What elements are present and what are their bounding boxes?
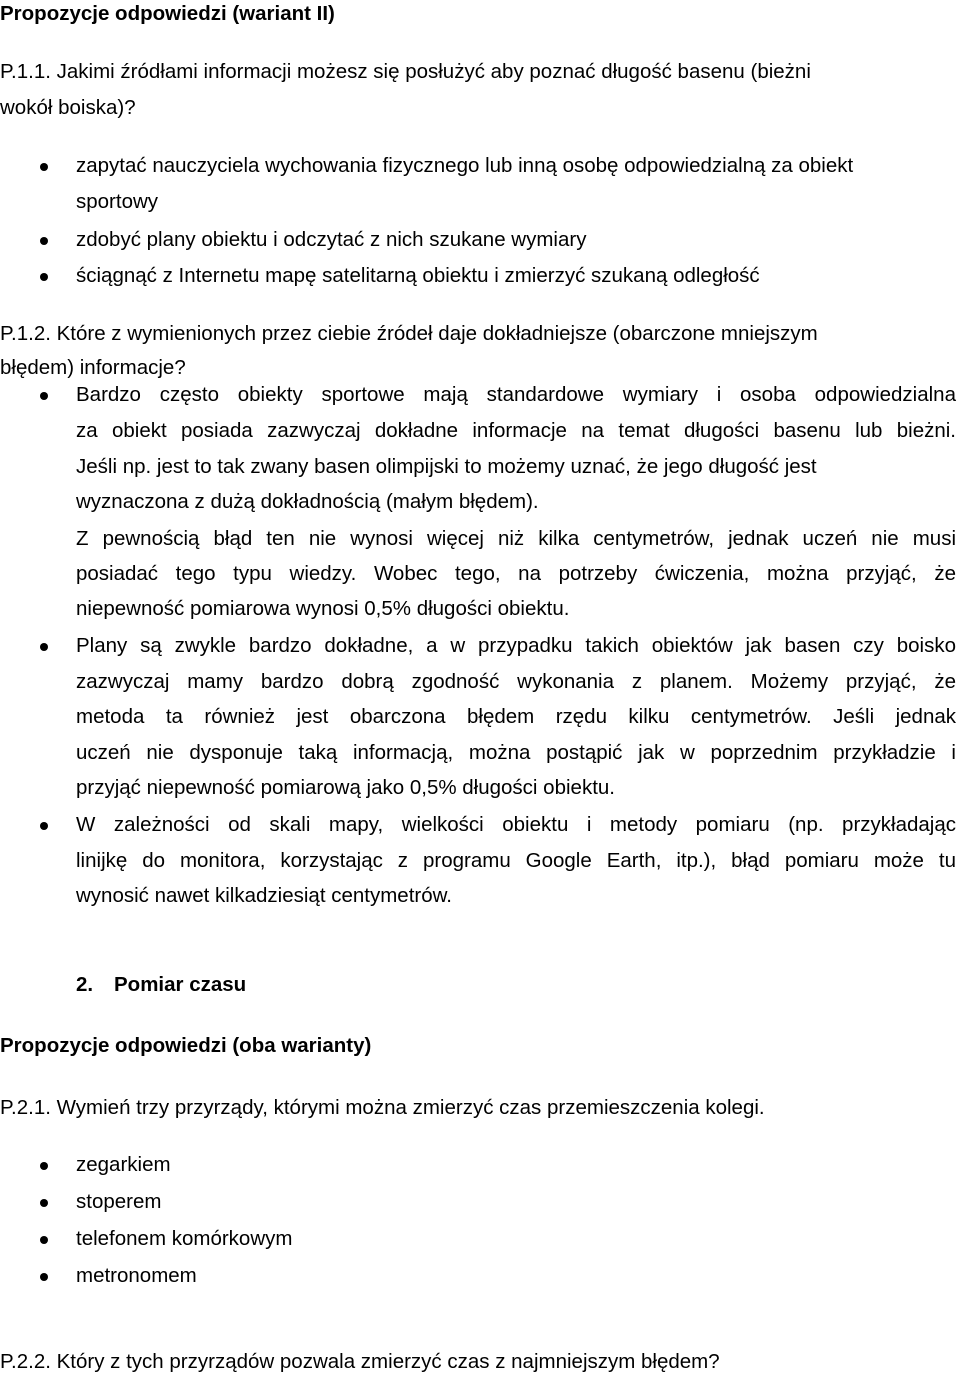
section-number: 2. [76, 973, 94, 996]
list-item-text: zapytać nauczyciela wychowania fizycznego lub inną osobę odpowiedzialną za obiekt [76, 154, 854, 177]
bullet-icon [40, 163, 48, 171]
list-item-text: niepewność pomiarowa wynosi 0,5% długości obiektu. [76, 597, 570, 620]
question-p21: P.2.1. Wymień trzy przyrządy, którymi można zmierzyć czas przemieszczenia kolegi. [0, 1096, 765, 1119]
list-item-text: linijkę do monitora, korzystając z programu Google Earth, itp.), błąd pomiaru może tu [76, 849, 956, 872]
list-item-text: metronomem [76, 1264, 197, 1287]
bullet-icon [40, 392, 48, 400]
heading-both-variants: Propozycje odpowiedzi (oba warianty) [0, 1034, 372, 1057]
question-p11-line2: wokół boiska)? [0, 96, 136, 119]
list-item-text: przyjąć niepewność pomiarową jako 0,5% długości obiektu. [76, 776, 615, 799]
question-p12-line2: błędem) informacje? [0, 356, 186, 379]
list-item-text: Jeśli np. jest to tak zwany basen olimpijski to możemy uznać, że jego długość jest [76, 455, 817, 478]
section-title: Pomiar czasu [114, 973, 247, 996]
question-p11-line1: P.1.1. Jakimi źródłami informacji możesz się posłużyć aby poznać długość basenu (bieżni [0, 60, 811, 83]
list-item-text: zegarkiem [76, 1153, 171, 1176]
bullet-icon [40, 273, 48, 281]
list-item-text: Bardzo często obiekty sportowe mają standardowe wymiary i osoba odpowiedzialna [76, 383, 956, 406]
bullet-icon [40, 643, 48, 651]
list-item-text: uczeń nie dysponuje taką informacją, można postąpić jak w poprzednim przykładzie i [76, 741, 956, 764]
list-item-text: Plany są zwykle bardzo dokładne, a w przypadku takich obiektów jak basen czy boisko [76, 634, 956, 657]
bullet-icon [40, 1273, 48, 1281]
list-item-text: za obiekt posiada zazwyczaj dokładne informacje na temat długości basenu lub bieżni. [76, 419, 956, 442]
list-item-text: posiadać tego typu wiedzy. Wobec tego, na potrzeby ćwiczenia, można przyjąć, że [76, 562, 956, 585]
list-item-text: zazwyczaj mamy bardzo dobrą zgodność wykonania z planem. Możemy przyjąć, że [76, 670, 956, 693]
list-item-text: zdobyć plany obiektu i odczytać z nich szukane wymiary [76, 228, 587, 251]
list-item-text: W zależności od skali mapy, wielkości obiektu i metody pomiaru (np. przykładając [76, 813, 956, 836]
list-item-text: wyznaczona z dużą dokładnością (małym błędem). [76, 490, 539, 513]
list-item-text: metoda ta również jest obarczona błędem rzędu kilku centymetrów. Jeśli jednak [76, 705, 956, 728]
list-item-text: stoperem [76, 1190, 162, 1213]
question-p12-line1: P.1.2. Które z wymienionych przez ciebie źródeł daje dokładniejsze (obarczone mniejszym [0, 322, 818, 345]
list-item-text: Z pewnością błąd ten nie wynosi więcej niż kilka centymetrów, jednak uczeń nie musi [76, 527, 956, 550]
bullet-icon [40, 1236, 48, 1244]
list-item-text: sportowy [76, 190, 159, 213]
bullet-icon [40, 822, 48, 830]
list-item-text: wynosić nawet kilkadziesiąt centymetrów. [76, 884, 452, 907]
bullet-icon [40, 1162, 48, 1170]
bullet-icon [40, 1199, 48, 1207]
list-item-text: telefonem komórkowym [76, 1227, 293, 1250]
question-p22: P.2.2. Który z tych przyrządów pozwala zmierzyć czas z najmniejszym błędem? [0, 1350, 720, 1373]
list-item-text: ściągnąć z Internetu mapę satelitarną obiektu i zmierzyć szukaną odległość [76, 264, 760, 287]
bullet-icon [40, 237, 48, 245]
heading-variant-2: Propozycje odpowiedzi (wariant II) [0, 2, 335, 25]
